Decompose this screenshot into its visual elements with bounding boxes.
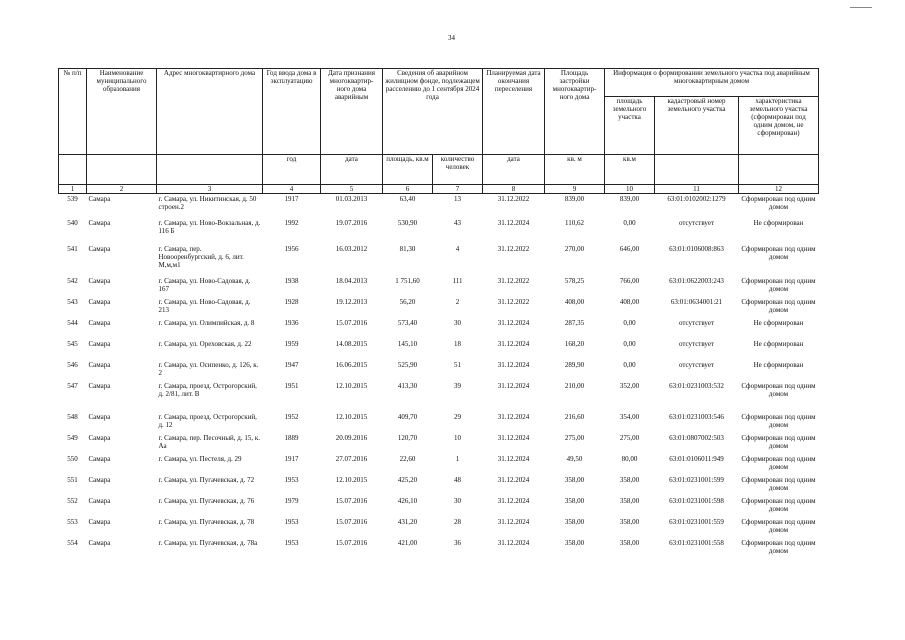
row-address: г. Самара, проезд. Острогорский, д. 12 xyxy=(158,412,257,429)
row-municipality: Самара xyxy=(88,244,111,253)
header-planned: Планируемая дата окончания переселения xyxy=(483,69,545,155)
row-land-area: 352,00 xyxy=(619,381,640,390)
row-land-area: 275,00 xyxy=(619,433,640,442)
row-cadastral: 63:01:0106011:949 xyxy=(669,454,724,463)
table-row xyxy=(59,538,819,559)
row-cadastral: 63:01:0622003:243 xyxy=(669,276,724,285)
row-land-area: 0,00 xyxy=(623,360,636,369)
row-number: 546 xyxy=(67,360,78,369)
row-built-area: 408,00 xyxy=(564,297,585,306)
row-municipality: Самара xyxy=(88,517,111,526)
table-row xyxy=(59,381,819,412)
row-number: 545 xyxy=(67,339,78,348)
row-characteristic: Сформирован под одним домом xyxy=(741,381,816,398)
table-row xyxy=(59,360,819,381)
unit-land-area: кв.м xyxy=(605,155,655,185)
page-number: 34 xyxy=(448,34,455,42)
row-municipality: Самара xyxy=(88,218,111,227)
unit-year: год xyxy=(263,155,321,185)
row-built-area: 110,62 xyxy=(565,218,584,227)
row-municipality: Самара xyxy=(88,454,111,463)
row-date: 19.12.2013 xyxy=(335,297,368,306)
column-number: 9 xyxy=(545,185,605,194)
row-planned: 31.12.2022 xyxy=(497,195,530,203)
row-area: 413,30 xyxy=(397,381,418,390)
row-year: 1938 xyxy=(284,276,299,285)
row-number: 548 xyxy=(67,412,78,421)
column-number: 12 xyxy=(739,185,819,194)
row-land-area: 80,00 xyxy=(621,454,638,463)
column-number: 6 xyxy=(383,185,433,194)
unit-date: дата xyxy=(321,155,383,185)
row-characteristic: Сформирован под одним домом xyxy=(741,538,816,555)
row-people: 111 xyxy=(452,276,463,285)
row-built-area: 270,00 xyxy=(564,244,585,253)
row-year: 1992 xyxy=(284,218,299,227)
header-address: Адрес многоквартирного дома xyxy=(157,69,263,155)
table-row xyxy=(59,433,819,454)
row-year: 1953 xyxy=(284,475,299,484)
row-people: 39 xyxy=(454,381,461,390)
row-planned: 31.12.2024 xyxy=(497,475,530,484)
row-area: 409,70 xyxy=(397,412,418,421)
row-land-area: 358,00 xyxy=(619,538,640,547)
header-characteristic: характеристика земельного участка (сформирован под одним домом, не сформирован) xyxy=(739,97,819,155)
row-planned: 31.12.2024 xyxy=(497,360,530,369)
row-cadastral: отсутствует xyxy=(678,339,715,348)
row-cadastral: 63:01:0231001:599 xyxy=(669,475,724,484)
emergency-housing-table xyxy=(58,68,819,559)
row-area: 145,10 xyxy=(397,339,418,348)
row-built-area: 358,00 xyxy=(564,496,585,505)
row-planned: 31.12.2022 xyxy=(497,276,530,285)
row-date: 12.10.2015 xyxy=(335,475,368,484)
row-land-area: 646,00 xyxy=(619,244,640,253)
row-characteristic: Сформирован под одним домом xyxy=(741,496,816,513)
header-cadastral: кадастровый номер земельного участка xyxy=(655,97,739,155)
row-date: 16.03.2012 xyxy=(335,244,368,253)
row-area: 426,10 xyxy=(397,496,418,505)
column-number: 11 xyxy=(655,185,739,194)
row-cadastral: 63:01:0231001:559 xyxy=(669,517,724,526)
row-municipality: Самара xyxy=(88,195,111,203)
row-date: 19.07.2016 xyxy=(335,218,368,227)
row-address: г. Самара, ул. Пугачевская, д. 76 xyxy=(158,496,255,505)
unit-people: количество человек xyxy=(433,155,483,185)
row-planned: 31.12.2024 xyxy=(497,381,530,390)
row-land-area: 354,00 xyxy=(619,412,640,421)
row-address: г. Самара, ул. Олимпийская, д. 8 xyxy=(158,318,255,327)
row-built-area: 839,00 xyxy=(564,195,585,203)
row-address: г. Самара, ул. Никитинская, д. 50 строен.2 xyxy=(158,195,257,211)
row-people: 18 xyxy=(454,339,461,348)
row-year: 1917 xyxy=(284,454,299,463)
column-number: 7 xyxy=(433,185,483,194)
row-area: 1 751,60 xyxy=(395,276,420,285)
row-area: 81,30 xyxy=(399,244,416,253)
row-year: 1928 xyxy=(284,297,299,306)
row-area: 530,90 xyxy=(397,218,418,227)
row-cadastral: 63:01:0106008:863 xyxy=(669,244,724,253)
row-built-area: 358,00 xyxy=(564,538,585,547)
row-area: 56,20 xyxy=(399,297,416,306)
row-planned: 31.12.2024 xyxy=(497,454,530,463)
row-number: 539 xyxy=(67,195,78,203)
row-planned: 31.12.2024 xyxy=(497,496,530,505)
row-land-area: 766,00 xyxy=(619,276,640,285)
row-characteristic: Сформирован под одним домом xyxy=(741,244,816,261)
row-number: 549 xyxy=(67,433,78,442)
row-characteristic: Не сформирован xyxy=(753,339,804,348)
row-address: г. Самара, пер. Песочный, д. 15, к. Аа xyxy=(158,433,260,450)
row-people: 51 xyxy=(454,360,461,369)
table-row xyxy=(59,218,819,244)
row-date: 27.07.2016 xyxy=(335,454,368,463)
row-people: 36 xyxy=(454,538,461,547)
table-row xyxy=(59,244,819,276)
row-year: 1956 xyxy=(284,244,299,253)
row-address: г. Самара, пер. Новооренбургский, д. 6, лит. М,м,м1 xyxy=(158,244,244,269)
unit-built-area: кв. м xyxy=(545,155,605,185)
row-municipality: Самара xyxy=(88,433,111,442)
row-characteristic: Сформирован под одним домом xyxy=(741,276,816,293)
row-address: г. Самара, проезд. Острогорский, д. 2/81, лит. В xyxy=(158,381,257,398)
row-year: 1953 xyxy=(284,538,299,547)
header-land-area: площадь земельного участка xyxy=(605,97,655,155)
row-built-area: 287,35 xyxy=(564,318,585,327)
row-municipality: Самара xyxy=(88,496,111,505)
row-year: 1889 xyxy=(284,433,299,442)
row-year: 1953 xyxy=(284,517,299,526)
row-date: 12.10.2015 xyxy=(335,412,368,421)
row-land-area: 358,00 xyxy=(619,475,640,484)
row-land-area: 408,00 xyxy=(619,297,640,306)
row-land-area: 358,00 xyxy=(619,496,640,505)
header-info-group: Сведения об аварийном жилищном фонде, подлежащем расселению до 1 сентября 2024 года xyxy=(383,69,483,155)
row-area: 421,00 xyxy=(397,538,418,547)
row-year: 1959 xyxy=(284,339,299,348)
row-address: г. Самара, ул. Ново-Садовая, д. 167 xyxy=(158,276,251,293)
row-characteristic: Сформирован под одним домом xyxy=(741,297,816,314)
row-date: 01.03.2013 xyxy=(335,195,368,203)
row-area: 63,40 xyxy=(399,195,416,203)
row-cadastral: 63:01:0231003:546 xyxy=(669,412,724,421)
row-number: 547 xyxy=(67,381,78,390)
row-built-area: 289,90 xyxy=(564,360,585,369)
row-land-area: 0,00 xyxy=(623,339,636,348)
row-date: 20.09.2016 xyxy=(335,433,368,442)
table-row xyxy=(59,276,819,297)
row-cadastral: 63:01:0102002:1279 xyxy=(667,195,726,203)
row-address: г. Самара, ул. Пугачевская, д. 78 xyxy=(158,517,255,526)
row-address: г. Самара, ул. Осипенко, д. 126, к. 2 xyxy=(158,360,259,377)
row-municipality: Самара xyxy=(88,381,111,390)
row-characteristic: Не сформирован xyxy=(753,360,804,369)
column-number: 5 xyxy=(321,185,383,194)
column-number: 1 xyxy=(59,185,87,194)
row-date: 18.04.2013 xyxy=(335,276,368,285)
row-area: 525,90 xyxy=(397,360,418,369)
row-address: г. Самара, ул. Ореховская, д. 22 xyxy=(158,339,252,348)
row-year: 1951 xyxy=(284,381,299,390)
row-planned: 31.12.2024 xyxy=(497,218,530,227)
row-area: 431,20 xyxy=(397,517,418,526)
table-row xyxy=(59,517,819,538)
row-people: 48 xyxy=(454,475,461,484)
row-planned: 31.12.2024 xyxy=(497,318,530,327)
row-built-area: 49,50 xyxy=(566,454,583,463)
row-address: г. Самара, ул. Ново-Вокзальная, д. 116 Б xyxy=(158,218,261,235)
row-cadastral: 63:01:0231003:532 xyxy=(669,381,724,390)
row-characteristic: Не сформирован xyxy=(753,318,804,327)
row-address: г. Самара, ул. Пестеля, д. 29 xyxy=(158,454,242,463)
row-date: 14.08.2015 xyxy=(335,339,368,348)
row-land-area: 839,00 xyxy=(619,195,640,203)
row-characteristic: Сформирован под одним домом xyxy=(741,195,816,211)
row-characteristic: Сформирован под одним домом xyxy=(741,412,816,429)
row-land-area: 358,00 xyxy=(619,517,640,526)
row-people: 29 xyxy=(454,412,461,421)
row-cadastral: отсутствует xyxy=(678,218,715,227)
row-built-area: 358,00 xyxy=(564,475,585,484)
row-people: 43 xyxy=(454,218,461,227)
unit-area: площадь, кв.м xyxy=(383,155,433,185)
row-built-area: 168,20 xyxy=(564,339,585,348)
row-planned: 31.12.2024 xyxy=(497,517,530,526)
row-built-area: 358,00 xyxy=(564,517,585,526)
row-people: 1 xyxy=(455,454,460,463)
row-year: 1917 xyxy=(284,195,299,203)
column-number: 3 xyxy=(157,185,263,194)
row-people: 30 xyxy=(454,496,461,505)
column-number-row xyxy=(59,185,819,194)
row-number: 540 xyxy=(67,218,78,227)
row-area: 425,20 xyxy=(397,475,418,484)
row-built-area: 216,60 xyxy=(564,412,585,421)
row-number: 550 xyxy=(67,454,78,463)
table-row xyxy=(59,318,819,339)
table-row xyxy=(59,194,819,218)
row-cadastral: отсутствует xyxy=(678,360,715,369)
row-number: 551 xyxy=(67,475,78,484)
row-characteristic: Сформирован под одним домом xyxy=(741,475,816,492)
row-planned: 31.12.2024 xyxy=(497,412,530,421)
row-number: 541 xyxy=(67,244,78,253)
row-people: 28 xyxy=(454,517,461,526)
row-characteristic: Сформирован под одним домом xyxy=(741,454,816,471)
row-address: г. Самара, ул. Ново-Садовая, д. 213 xyxy=(158,297,251,314)
row-planned: 31.12.2024 xyxy=(497,433,530,442)
row-people: 10 xyxy=(454,433,461,442)
row-municipality: Самара xyxy=(88,318,111,327)
column-number: 8 xyxy=(483,185,545,194)
row-number: 553 xyxy=(67,517,78,526)
row-municipality: Самара xyxy=(88,339,111,348)
row-land-area: 0,00 xyxy=(623,218,636,227)
row-cadastral: 63:01:0231001:558 xyxy=(669,538,724,547)
row-date: 15.07.2016 xyxy=(335,496,368,505)
row-date: 12.10.2015 xyxy=(335,381,368,390)
row-number: 554 xyxy=(67,538,78,547)
row-municipality: Самара xyxy=(88,276,111,285)
table-row xyxy=(59,297,819,318)
row-planned: 31.12.2024 xyxy=(497,538,530,547)
row-date: 15.07.2016 xyxy=(335,318,368,327)
row-cadastral: 63:01:0231001:598 xyxy=(669,496,724,505)
row-built-area: 578,25 xyxy=(564,276,585,285)
row-characteristic: Сформирован под одним домом xyxy=(741,433,816,450)
column-number: 2 xyxy=(87,185,157,194)
row-cadastral: 63:01:0634001:21 xyxy=(670,297,723,306)
row-cadastral: 63:01:0807002:503 xyxy=(669,433,724,442)
row-year: 1947 xyxy=(284,360,299,369)
row-number: 543 xyxy=(67,297,78,306)
row-built-area: 210,00 xyxy=(564,381,585,390)
row-date: 16.06.2015 xyxy=(335,360,368,369)
row-municipality: Самара xyxy=(88,412,111,421)
header-land-group: Информация о формировании земельного участка под аварийным многоквартирным домом xyxy=(605,69,819,97)
row-municipality: Самара xyxy=(88,360,111,369)
table-row xyxy=(59,454,819,475)
decorative-line xyxy=(850,7,872,8)
row-year: 1979 xyxy=(284,496,299,505)
row-planned: 31.12.2022 xyxy=(497,244,530,253)
row-land-area: 0,00 xyxy=(623,318,636,327)
row-number: 542 xyxy=(67,276,78,285)
row-planned: 31.12.2024 xyxy=(497,339,530,348)
row-people: 2 xyxy=(455,297,460,306)
row-characteristic: Сформирован под одним домом xyxy=(741,517,816,534)
row-municipality: Самара xyxy=(88,475,111,484)
table-row xyxy=(59,496,819,517)
row-planned: 31.12.2022 xyxy=(497,297,530,306)
row-cadastral: отсутствует xyxy=(678,318,715,327)
header-recognized: Дата признания многоквартир-ного дома аварийным xyxy=(321,69,383,155)
table-row xyxy=(59,412,819,433)
row-date: 15.07.2016 xyxy=(335,538,368,547)
row-year: 1952 xyxy=(284,412,299,421)
row-area: 22,60 xyxy=(399,454,416,463)
header-year: Год ввода дома в эксплуатацию xyxy=(263,69,321,155)
row-area: 573,40 xyxy=(397,318,418,327)
header-municipality: Наименование муниципального образования xyxy=(87,69,157,155)
row-year: 1936 xyxy=(284,318,299,327)
row-people: 30 xyxy=(454,318,461,327)
row-area: 120,70 xyxy=(397,433,418,442)
table-row xyxy=(59,339,819,360)
column-number: 4 xyxy=(263,185,321,194)
column-number: 10 xyxy=(605,185,655,194)
row-characteristic: Не сформирован xyxy=(753,218,804,227)
row-people: 4 xyxy=(455,244,460,253)
row-municipality: Самара xyxy=(88,297,111,306)
row-address: г. Самара, ул. Пугачевская, д. 78а xyxy=(158,538,258,547)
row-municipality: Самара xyxy=(88,538,111,547)
header-num: № п/п xyxy=(59,69,87,155)
row-date: 15.07.2016 xyxy=(335,517,368,526)
header-built-area: Площадь застройки многоквартир-ного дома xyxy=(545,69,605,155)
row-people: 13 xyxy=(454,195,461,203)
row-number: 552 xyxy=(67,496,78,505)
row-number: 544 xyxy=(67,318,78,327)
unit-planned-date: дата xyxy=(483,155,545,185)
row-built-area: 275,00 xyxy=(564,433,585,442)
row-address: г. Самара, ул. Пугачевская, д. 72 xyxy=(158,475,255,484)
table-row xyxy=(59,475,819,496)
